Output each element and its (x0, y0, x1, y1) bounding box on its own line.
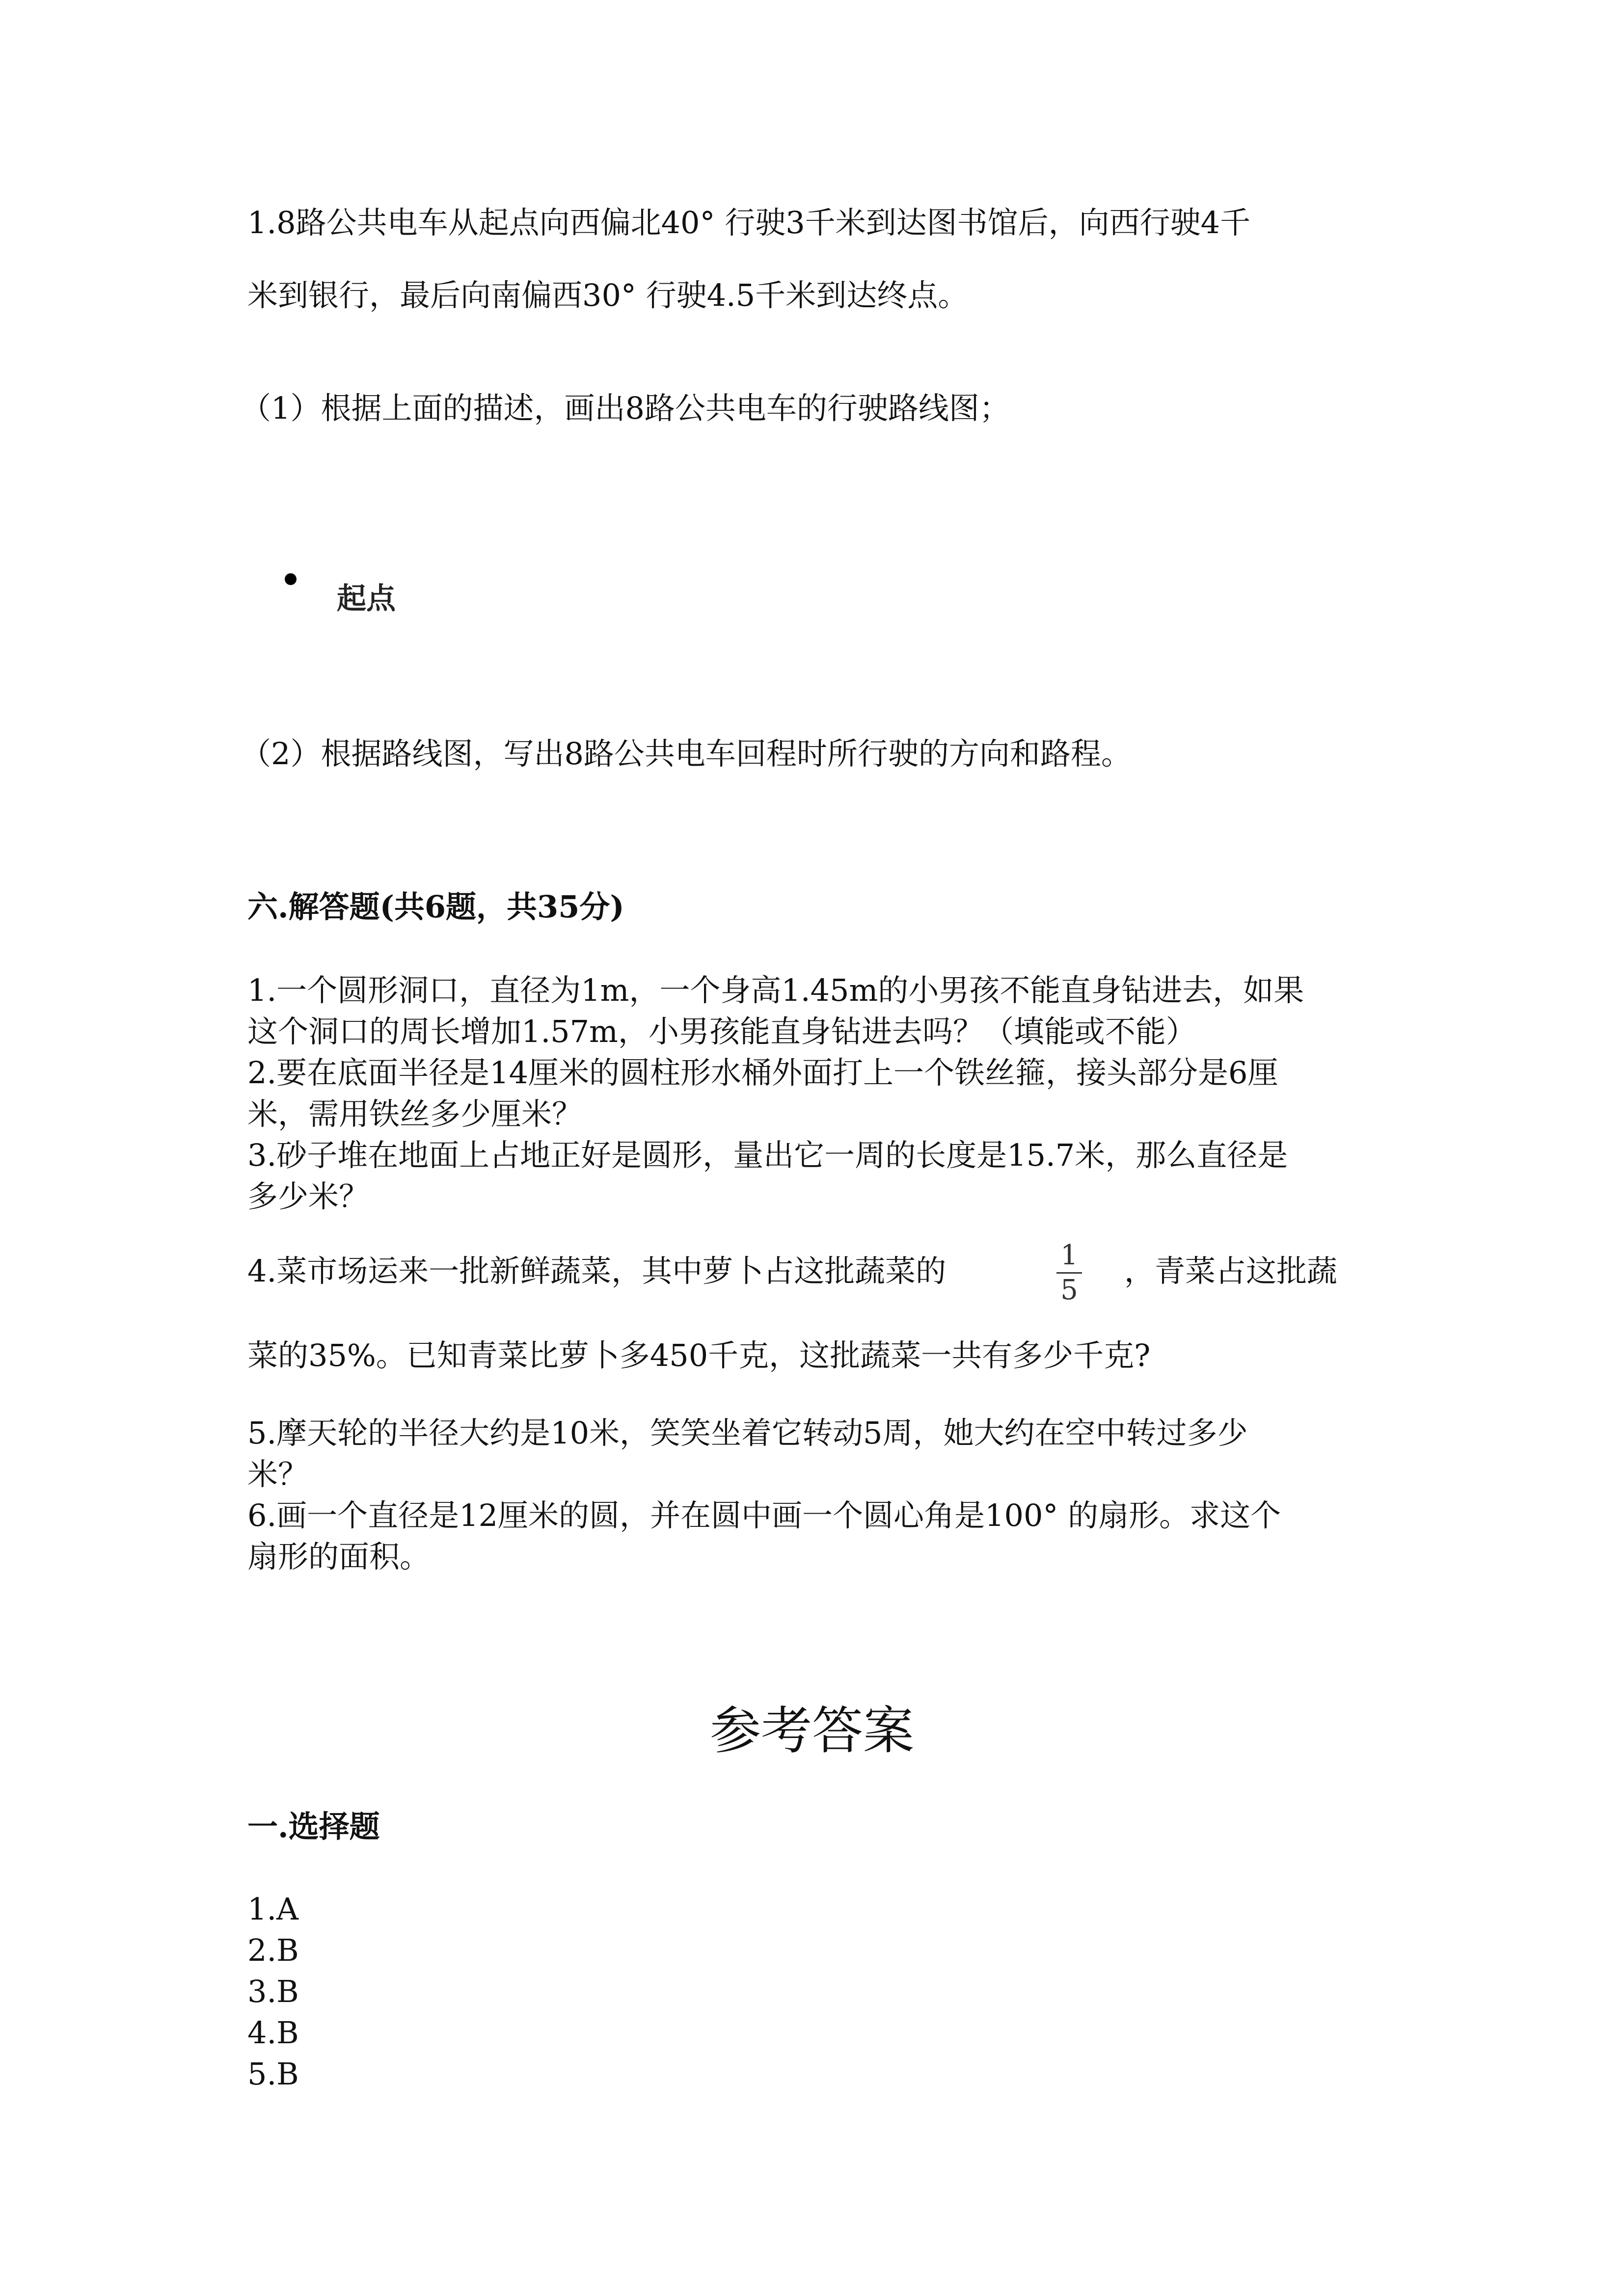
fraction-one-fifth (1055, 1241, 1084, 1305)
problem-3-line-1: 3.砂子堆在地面上占地正好是圆形，量出它一周的长度是15.7米，那么直径是 (247, 1137, 1288, 1173)
start-point-dot (285, 573, 297, 585)
answer-item: 5.B (247, 2056, 299, 2092)
problem-1-line-2: 这个洞口的周长增加1.57m，小男孩能直身钻进去吗？（填能或不能） (247, 1014, 1196, 1049)
problem-6-line-1: 6.画一个直径是12厘米的圆，并在圆中画一个圆心角是100° 的扇形。求这个 (247, 1497, 1281, 1533)
problem-5-line-2: 米？ (247, 1456, 309, 1492)
start-point-label: 起点 (337, 582, 396, 616)
q1-line-2: 米到银行，最后向南偏西30° 行驶4.5千米到达终点。 (247, 277, 969, 313)
problem-4-line-2: 菜的35%。已知青菜比萝卜多450千克，这批蔬菜一共有多少千克? (247, 1337, 1151, 1373)
fraction-bar (1056, 1272, 1082, 1274)
problem-6-line-2: 扇形的面积。 (247, 1539, 431, 1575)
fraction-denominator: 5 (1060, 1274, 1078, 1306)
problem-4-line-1b: ，青菜占这批蔬 (1124, 1253, 1338, 1289)
problem-1-line-1: 1.一个圆形洞口，直径为1m，一个身高1.45m的小男孩不能直身钻进去，如果 (247, 972, 1304, 1008)
q1-line-1: 1.8路公共电车从起点向西偏北40° 行驶3千米到达图书馆后，向西行驶4千 (247, 205, 1251, 240)
section6-title: 六.解答题(共6题，共35分) (247, 889, 624, 925)
problem-4-line-1a: 4.菜市场运来一批新鲜蔬菜，其中萝卜占这批蔬菜的 (247, 1253, 947, 1289)
problem-5-line-1: 5.摩天轮的半径大约是10米，笑笑坐着它转动5周，她大约在空中转过多少 (247, 1415, 1248, 1451)
problem-2-line-2: 米，需用铁丝多少厘米？ (247, 1096, 583, 1132)
fraction-numerator: 1 (1060, 1239, 1078, 1271)
q1-part-2: （2）根据路线图，写出8路公共电车回程时所行驶的方向和路程。 (241, 736, 1132, 772)
problem-2-line-1: 2.要在底面半径是14厘米的圆柱形水桶外面打上一个铁丝箍，接头部分是6厘 (247, 1055, 1278, 1091)
answers-title: 参考答案 (709, 1701, 914, 1761)
answers-section-1-title: 一.选择题 (247, 1809, 380, 1844)
answer-item: 2.B (247, 1932, 299, 1968)
answer-item: 4.B (247, 2015, 299, 2051)
q1-part-1: （1）根据上面的描述，画出8路公共电车的行驶路线图； (241, 390, 1010, 426)
answer-item: 1.A (247, 1891, 298, 1927)
problem-3-line-2: 多少米？ (247, 1178, 370, 1214)
answer-item: 3.B (247, 1974, 299, 2009)
